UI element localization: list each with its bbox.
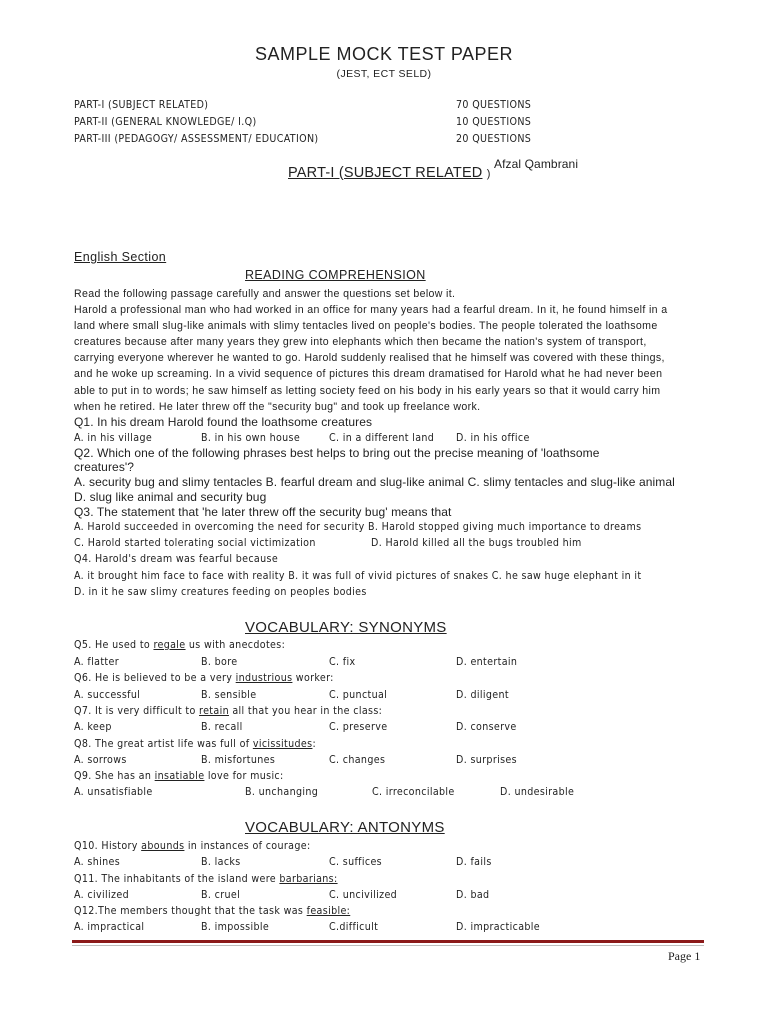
q4-options-line-2: D. in it he saw slimy creatures feeding on peoples bodies [74, 586, 367, 598]
q7-option-b: B. recall [201, 721, 243, 733]
question-q6 [74, 672, 334, 684]
question-text: love for music: [204, 770, 284, 782]
question-text: Q8. The great artist life was full of [74, 738, 253, 750]
synonyms-heading: VOCABULARY: SYNONYMS [245, 619, 447, 636]
q2-options-line-1: A. security bug and slimy tentacles B. fearful dream and slug-like animal C. slimy tentacles and slug-like animal [74, 475, 675, 489]
question-text: in instances of courage: [184, 840, 311, 852]
q1-option-c: C. in a different land [329, 432, 435, 444]
question-q2-continued: creatures'? [74, 460, 135, 474]
target-word: abounds [141, 840, 185, 852]
q11-option-a: A. civilized [74, 889, 129, 901]
q10-option-b: B. lacks [201, 856, 241, 868]
target-word: barbarians: [279, 873, 338, 885]
q9-option-b: B. unchanging [245, 786, 319, 798]
q3-option-c: C. Harold started tolerating social victimization [74, 537, 316, 549]
question-q1: Q1. In his dream Harold found the loathsome creatures [74, 415, 373, 429]
passage-line: and he woke up screaming. In a vivid sequence of pictures this dream dramatised for Harold what he had never been [74, 368, 663, 380]
footer-rule-thin [72, 945, 704, 946]
part-heading-paren: ) [486, 168, 491, 180]
q3-option-d: D. Harold killed all the bugs troubled him [371, 537, 582, 549]
q5-option-c: C. fix [329, 656, 356, 668]
part-label-1: PART-I (SUBJECT RELATED) [74, 99, 209, 111]
q1-option-a: A. in his village [74, 432, 153, 444]
q10-option-a: A. shines [74, 856, 121, 868]
q8-option-d: D. surprises [456, 754, 517, 766]
q1-option-d: D. in his office [456, 432, 530, 444]
q12-option-c: C.difficult [329, 921, 379, 933]
question-text: Q5. He used to [74, 639, 154, 651]
question-text: Q11. The inhabitants of the island were [74, 873, 280, 885]
target-word: insatiable [154, 770, 205, 782]
q5-option-a: A. flatter [74, 656, 119, 668]
question-text: Q12.The members thought that the task was [74, 905, 307, 917]
question-q10 [74, 840, 311, 852]
q11-option-c: C. uncivilized [329, 889, 398, 901]
reading-heading: READING COMPREHENSION [245, 268, 426, 282]
q9-option-c: C. irreconcilable [372, 786, 455, 798]
q11-option-d: D. bad [456, 889, 490, 901]
question-q2: Q2. Which one of the following phrases best helps to bring out the precise meaning of 'loathsome [74, 446, 600, 460]
q5-option-d: D. entertain [456, 656, 518, 668]
question-text: : [312, 738, 317, 750]
q12-option-d: D. impracticable [456, 921, 541, 933]
question-q4: Q4. Harold's dream was fearful because [74, 553, 279, 565]
q8-option-c: C. changes [329, 754, 386, 766]
q8-option-a: A. sorrows [74, 754, 127, 766]
antonyms-heading: VOCABULARY: ANTONYMS [245, 819, 445, 836]
question-text: us with anecdotes: [185, 639, 286, 651]
passage-line: creatures because after many years they grew into elephants which then became the nation's system of transport, [74, 336, 647, 348]
page-subtitle: (JEST, ECT SELD) [336, 68, 432, 80]
passage-line: carrying everyone wherever he wanted to go. Harold suddenly realised that he himself was covered with these things, [74, 352, 665, 364]
part-count-2: 10 QUESTIONS [456, 116, 532, 128]
question-text: Q10. History [74, 840, 142, 852]
target-word: vicissitudes [252, 738, 313, 750]
passage-line: able to put in to words; he saw himself as letting society feed on his body in his early years so that it would carry him [74, 385, 661, 397]
q6-option-b: B. sensible [201, 689, 257, 701]
passage-line: when he retired. He later threw off the "security bug" and took up freelance work. [74, 401, 481, 413]
question-text: Q6. He is believed to be a very [74, 672, 236, 684]
question-q5 [74, 639, 285, 651]
target-word: industrious [235, 672, 293, 684]
q2-options-line-2: D. slug like animal and security bug [74, 490, 267, 504]
q12-option-a: A. impractical [74, 921, 145, 933]
part-label-3: PART-III (PEDAGOGY/ ASSESSMENT/ EDUCATION) [74, 133, 319, 145]
question-text: all that you hear in the class: [228, 705, 383, 717]
q9-option-a: A. unsatisfiable [74, 786, 153, 798]
page-number: Page 1 [668, 949, 701, 963]
target-word: feasible: [306, 905, 351, 917]
passage-line: Harold a professional man who had worked in an office for many years had a fearful dream. In it, he found himself in a [74, 304, 668, 316]
question-text: worker: [292, 672, 334, 684]
part-heading [288, 165, 491, 181]
question-q3: Q3. The statement that 'he later threw off the security bug' means that [74, 505, 452, 519]
question-q11 [74, 873, 338, 885]
q8-option-b: B. misfortunes [201, 754, 276, 766]
question-q7 [74, 705, 382, 717]
part-count-3: 20 QUESTIONS [456, 133, 532, 145]
q4-options-line-1: A. it brought him face to face with reality B. it was full of vivid pictures of snakes C. he saw huge elephant in it [74, 570, 642, 582]
q10-option-c: C. suffices [329, 856, 382, 868]
question-q12 [74, 905, 350, 917]
target-word: retain [199, 705, 229, 717]
q7-option-a: A. keep [74, 721, 112, 733]
q11-option-b: B. cruel [201, 889, 241, 901]
question-q8 [74, 738, 316, 750]
reading-instruction: Read the following passage carefully and answer the questions set below it. [74, 288, 456, 300]
page-title: SAMPLE MOCK TEST PAPER [254, 44, 514, 64]
footer-rule [72, 940, 704, 943]
question-q9 [74, 770, 284, 782]
q6-option-c: C. punctual [329, 689, 388, 701]
target-word: regale [153, 639, 186, 651]
q5-option-b: B. bore [201, 656, 238, 668]
q7-option-c: C. preserve [329, 721, 388, 733]
q7-option-d: D. conserve [456, 721, 517, 733]
q1-option-b: B. in his own house [201, 432, 301, 444]
q3-options-line-1: A. Harold succeeded in overcoming the need for security B. Harold stopped giving much importance to dreams [74, 521, 642, 533]
q12-option-b: B. impossible [201, 921, 270, 933]
passage-line: land where small slug-like animals with slimy tentacles lived on people's bodies. The people tolerated the loathsome [74, 320, 658, 332]
q9-option-d: D. undesirable [500, 786, 575, 798]
part-heading-text: PART-I (SUBJECT RELATED [288, 165, 483, 181]
english-section-heading: English Section [74, 250, 167, 264]
q10-option-d: D. fails [456, 856, 492, 868]
author-name: Afzal Qambrani [494, 157, 579, 171]
part-label-2: PART-II (GENERAL KNOWLEDGE/ I.Q) [74, 116, 257, 128]
q6-option-a: A. successful [74, 689, 141, 701]
q6-option-d: D. diligent [456, 689, 509, 701]
question-text: Q9. She has an [74, 770, 155, 782]
part-count-1: 70 QUESTIONS [456, 99, 532, 111]
question-text: Q7. It is very difficult to [74, 705, 200, 717]
